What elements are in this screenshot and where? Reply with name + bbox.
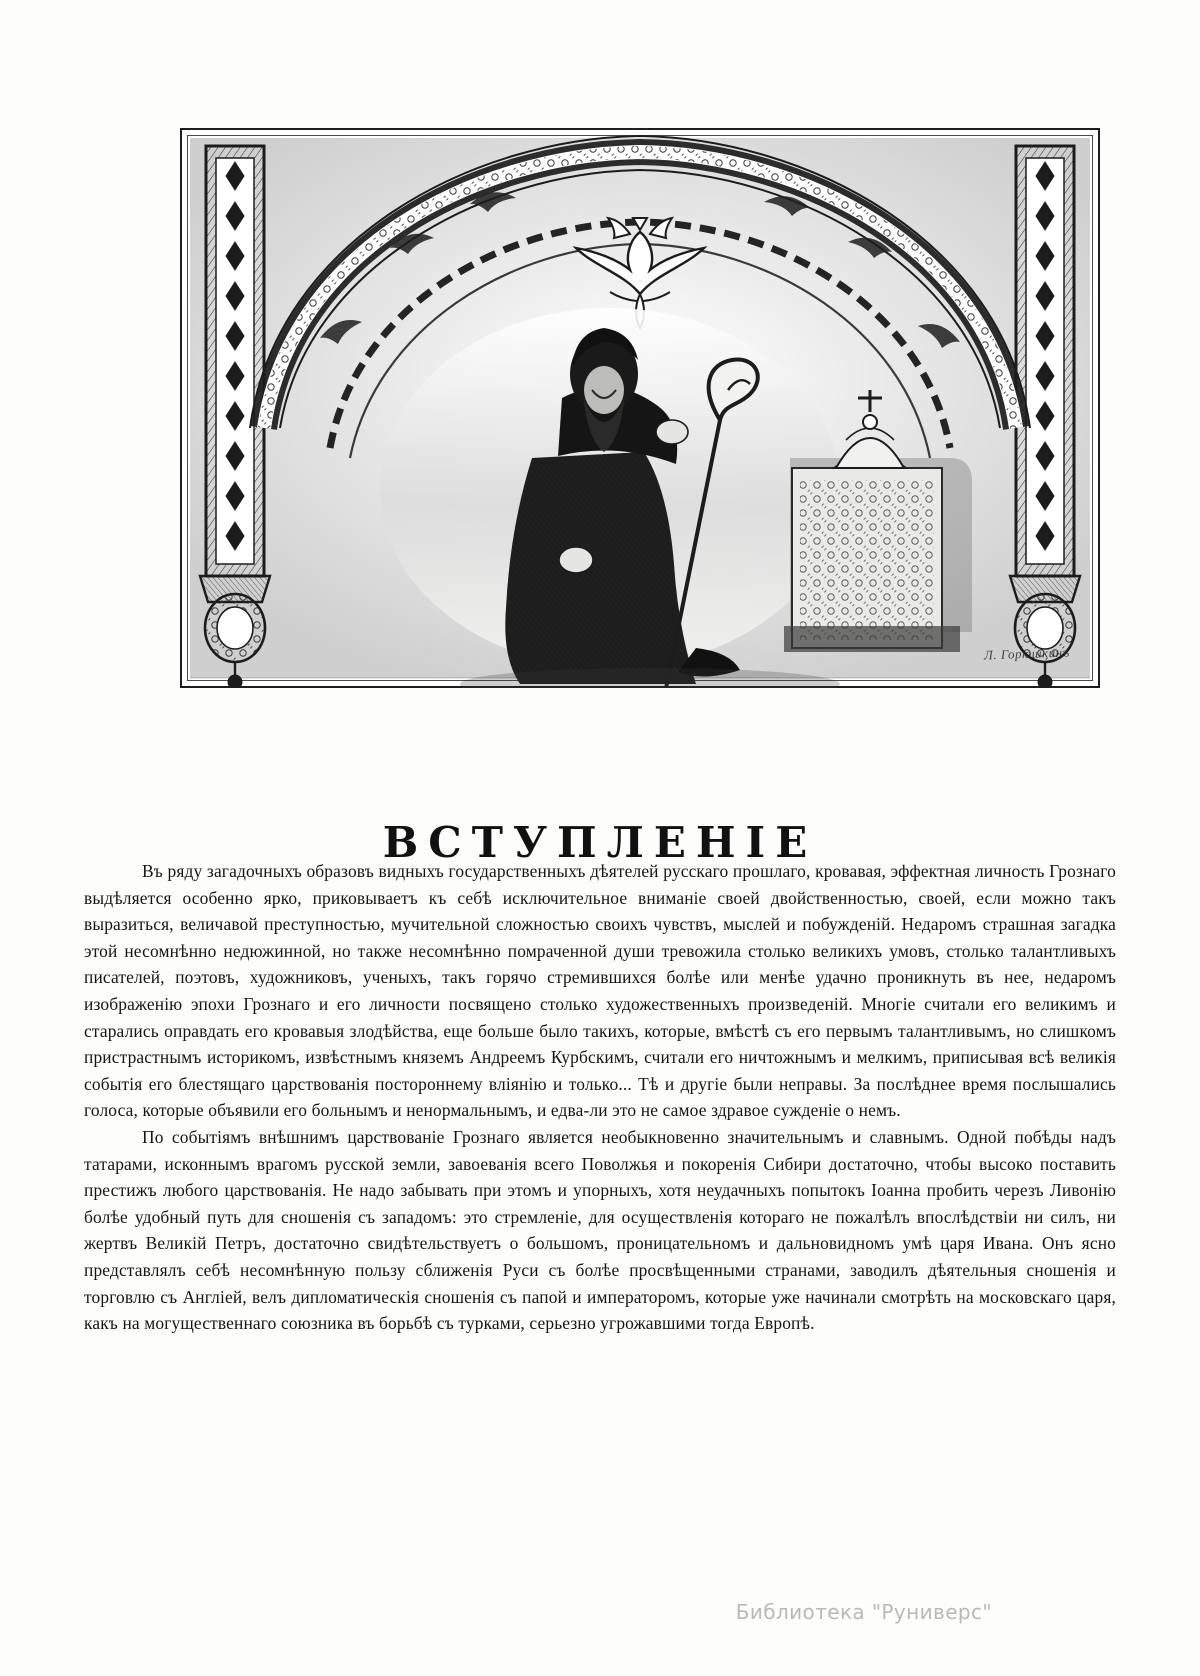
illustration-artwork — [180, 128, 1100, 688]
page-title: ВСТУПЛЕНІЕ — [382, 818, 818, 868]
library-watermark: Библиотека "Руниверс" — [735, 1600, 992, 1624]
artist-signature: Л. Горюшкинъ — [983, 644, 1071, 663]
illustration-figure — [180, 128, 1100, 688]
body-text — [84, 858, 1116, 1337]
paragraph-1: Въ ряду загадочныхъ образовъ видныхъ государственныхъ дѣятелей русскаго прошлаго, кровавая, эффектная личность Грознаго выдѣляется особенно ярко, приковываетъ къ себѣ исключительное вниманіе своей двойственностью, своей, если можно такъ выразиться, величавой преступностью, мучительной сложностью своихъ чувствъ, мыслей и побужденій. Недаромъ страшная загадка этой несомнѣнно недюжинной, но также несомнѣнно помраченной души тревожила столько великихъ умовъ, столько талантливыхъ писателей, поэтовъ, художниковъ, ученыхъ, такъ горячо стремившихся болѣе или менѣе удачно проникнуть въ нее, недаромъ изображенію эпохи Грознаго и его личности посвящено столько художественныхъ произведеній. Многіе считали его великимъ и старались оправдать его кровавыя злодѣйства, еще больше было такихъ, которые, вмѣстѣ съ его первымъ талантливымъ, но слишкомъ пристрастнымъ историкомъ, извѣстнымъ княземъ Андреемъ Курбскимъ, считали его ничтожнымъ и мелкимъ, приписывая всѣ великія событія его блестящаго царствованія постороннему вліянію и только... Тѣ и другіе были неправы. За послѣднее время послышались голоса, которые объявили его больнымъ и ненормальнымъ, и едва-ли это не самое здравое сужденіе о немъ. — [84, 861, 1116, 1121]
paragraph-2: По событіямъ внѣшнимъ царствованіе Грознаго является необыкновенно значительнымъ и славнымъ. Одной побѣды надъ татарами, исконнымъ врагомъ русской земли, завоеванія всего Поволжья и покоренія Сибири достаточно, чтобы высоко поставить престижъ любого царствованія. Не надо забывать при этомъ и упорныхъ, хотя неудачныхъ попытокъ Іоанна пробить черезъ Ливонію болѣе удобный путь для сношенія съ западомъ: это стремленіе, для осуществленія котораго не пожалѣлъ впослѣдствіи ни силъ, ни жертвъ Великій Петръ, достаточно свидѣтельствуетъ о большомъ, проницательномъ и дальновидномъ умѣ царя Ивана. Онъ ясно представлялъ себѣ несомнѣнную пользу сближенія Руси съ болѣе просвѣщенными странами, заводилъ дѣятельныя сношенія и торговлю съ Англіей, велъ дипломатическія сношенія съ папой и императоромъ, которые уже начинали смотрѣть на московскаго царя, какъ на могущественнаго союзника въ борьбѣ съ турками, серьезно угрожавшими тогда Европѣ. — [84, 1126, 1116, 1334]
